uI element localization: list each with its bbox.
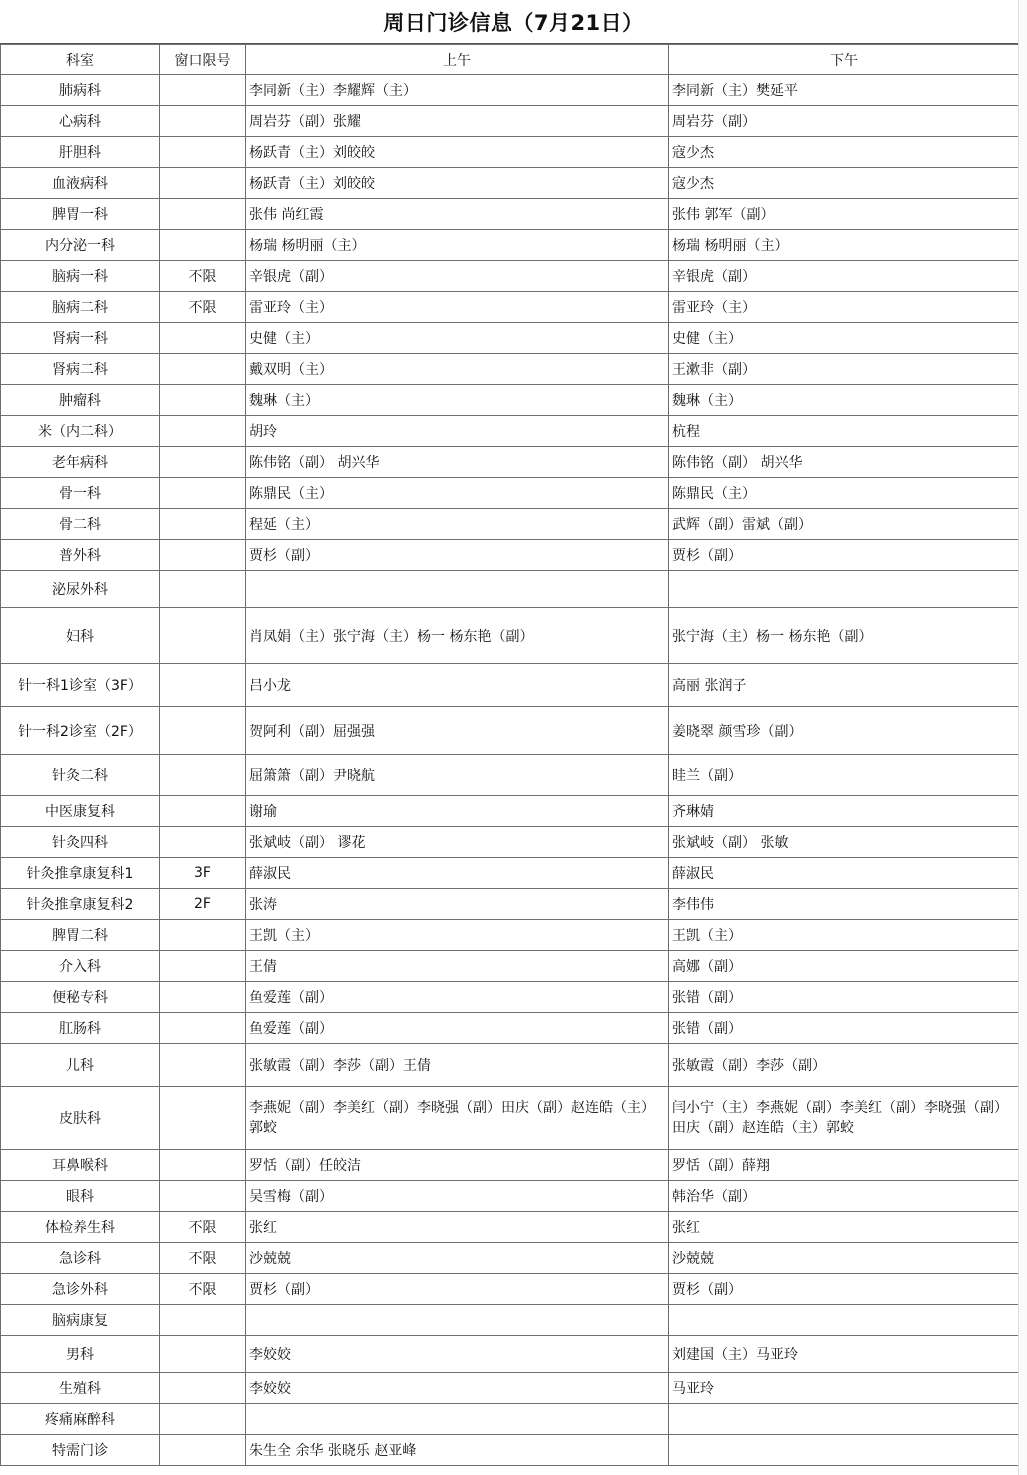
cell-am: 王凯（主） bbox=[246, 920, 669, 951]
cell-am: 王倩 bbox=[246, 951, 669, 982]
cell-pm: 陈伟铭（副） 胡兴华 bbox=[669, 447, 1020, 478]
table-row bbox=[1, 608, 1020, 664]
header-row bbox=[1, 45, 1020, 75]
cell-dept: 血液病科 bbox=[1, 168, 160, 199]
cell-am: 张斌岐（副） 谬花 bbox=[246, 827, 669, 858]
table-row bbox=[1, 1373, 1020, 1404]
table-row bbox=[1, 168, 1020, 199]
cell-pm: 辛银虎（副） bbox=[669, 261, 1020, 292]
cell-am: 胡玲 bbox=[246, 416, 669, 447]
cell-am: 薛淑民 bbox=[246, 858, 669, 889]
cell-pm: 杭程 bbox=[669, 416, 1020, 447]
cell-pm: 张错（副） bbox=[669, 982, 1020, 1013]
header-pm: 下午 bbox=[669, 45, 1020, 75]
cell-pm: 薛淑民 bbox=[669, 858, 1020, 889]
cell-dept: 耳鼻喉科 bbox=[1, 1150, 160, 1181]
cell-am bbox=[246, 1305, 669, 1336]
table-row bbox=[1, 1181, 1020, 1212]
schedule-table bbox=[0, 44, 1020, 1466]
cell-pm: 周岩芬（副） bbox=[669, 106, 1020, 137]
cell-am: 张涛 bbox=[246, 889, 669, 920]
cell-window bbox=[160, 796, 246, 827]
cell-window bbox=[160, 385, 246, 416]
cell-window bbox=[160, 75, 246, 106]
table-row bbox=[1, 1087, 1020, 1150]
cell-dept: 皮肤科 bbox=[1, 1087, 160, 1150]
table-row bbox=[1, 1243, 1020, 1274]
cell-pm bbox=[669, 1305, 1020, 1336]
cell-dept: 心病科 bbox=[1, 106, 160, 137]
cell-am: 沙兢兢 bbox=[246, 1243, 669, 1274]
cell-pm: 闫小宁（主）李燕妮（副）李美红（副）李晓强（副）田庆（副）赵连皓（主）郭蛟 bbox=[669, 1087, 1020, 1150]
cell-am: 李姣姣 bbox=[246, 1336, 669, 1373]
cell-am: 张敏霞（副）李莎（副）王倩 bbox=[246, 1044, 669, 1087]
cell-am bbox=[246, 1404, 669, 1435]
cell-window bbox=[160, 707, 246, 755]
table-row bbox=[1, 261, 1020, 292]
cell-am: 李同新（主）李耀辉（主） bbox=[246, 75, 669, 106]
cell-pm: 姜晓翠 颜雪珍（副） bbox=[669, 707, 1020, 755]
cell-pm: 魏琳（主） bbox=[669, 385, 1020, 416]
cell-window bbox=[160, 1044, 246, 1087]
cell-window bbox=[160, 323, 246, 354]
table-row bbox=[1, 75, 1020, 106]
cell-am: 陈伟铭（副） 胡兴华 bbox=[246, 447, 669, 478]
cell-pm: 罗恬（副）薛翔 bbox=[669, 1150, 1020, 1181]
cell-am: 程延（主） bbox=[246, 509, 669, 540]
cell-pm: 张宁海（主）杨一 杨东艳（副） bbox=[669, 608, 1020, 664]
cell-dept: 针一科1诊室（3F） bbox=[1, 664, 160, 707]
cell-am: 贾杉（副） bbox=[246, 540, 669, 571]
cell-window bbox=[160, 608, 246, 664]
header-window: 窗口限号 bbox=[160, 45, 246, 75]
cell-window: 不限 bbox=[160, 1274, 246, 1305]
cell-window bbox=[160, 1181, 246, 1212]
cell-am: 李燕妮（副）李美红（副）李晓强（副）田庆（副）赵连皓（主）郭蛟 bbox=[246, 1087, 669, 1150]
cell-window bbox=[160, 827, 246, 858]
cell-pm: 马亚玲 bbox=[669, 1373, 1020, 1404]
cell-window bbox=[160, 509, 246, 540]
cell-dept: 脾胃二科 bbox=[1, 920, 160, 951]
cell-dept: 骨一科 bbox=[1, 478, 160, 509]
cell-window bbox=[160, 1404, 246, 1435]
cell-pm: 韩治华（副） bbox=[669, 1181, 1020, 1212]
cell-dept: 普外科 bbox=[1, 540, 160, 571]
cell-pm: 张伟 郭军（副） bbox=[669, 199, 1020, 230]
page-title: 周日门诊信息（7月21日） bbox=[0, 0, 1027, 44]
sheet-edge bbox=[1018, 0, 1027, 1475]
table-row bbox=[1, 858, 1020, 889]
table-row bbox=[1, 447, 1020, 478]
cell-pm: 高娜（副） bbox=[669, 951, 1020, 982]
cell-am: 肖凤娟（主）张宁海（主）杨一 杨东艳（副） bbox=[246, 608, 669, 664]
table-row bbox=[1, 1212, 1020, 1243]
table-row bbox=[1, 230, 1020, 261]
cell-dept: 米（内二科） bbox=[1, 416, 160, 447]
cell-window bbox=[160, 951, 246, 982]
cell-am: 陈鼎民（主） bbox=[246, 478, 669, 509]
cell-pm: 张红 bbox=[669, 1212, 1020, 1243]
cell-dept: 妇科 bbox=[1, 608, 160, 664]
table-row bbox=[1, 540, 1020, 571]
table-row bbox=[1, 416, 1020, 447]
table-row bbox=[1, 982, 1020, 1013]
cell-window bbox=[160, 1150, 246, 1181]
cell-am: 贺阿利（副）屈强强 bbox=[246, 707, 669, 755]
cell-dept: 针一科2诊室（2F） bbox=[1, 707, 160, 755]
cell-am: 谢瑜 bbox=[246, 796, 669, 827]
cell-dept: 介入科 bbox=[1, 951, 160, 982]
cell-am: 屈箫箫（副）尹晓航 bbox=[246, 755, 669, 796]
table-row bbox=[1, 796, 1020, 827]
cell-am: 贾杉（副） bbox=[246, 1274, 669, 1305]
cell-window bbox=[160, 1373, 246, 1404]
cell-dept: 中医康复科 bbox=[1, 796, 160, 827]
cell-pm: 眭兰（副） bbox=[669, 755, 1020, 796]
cell-pm bbox=[669, 1435, 1020, 1466]
table-row bbox=[1, 889, 1020, 920]
cell-dept: 体检养生科 bbox=[1, 1212, 160, 1243]
cell-dept: 肛肠科 bbox=[1, 1013, 160, 1044]
cell-am: 杨跃青（主）刘皎皎 bbox=[246, 168, 669, 199]
table-row bbox=[1, 1044, 1020, 1087]
cell-window bbox=[160, 664, 246, 707]
cell-dept: 脾胃一科 bbox=[1, 199, 160, 230]
table-row bbox=[1, 951, 1020, 982]
table-row bbox=[1, 385, 1020, 416]
cell-pm: 齐琳婧 bbox=[669, 796, 1020, 827]
table-row bbox=[1, 1305, 1020, 1336]
cell-window bbox=[160, 137, 246, 168]
cell-window bbox=[160, 1336, 246, 1373]
cell-pm: 史健（主） bbox=[669, 323, 1020, 354]
cell-window bbox=[160, 168, 246, 199]
cell-dept: 脑病康复 bbox=[1, 1305, 160, 1336]
table-row bbox=[1, 920, 1020, 951]
cell-pm: 张敏霞（副）李莎（副） bbox=[669, 1044, 1020, 1087]
cell-dept: 老年病科 bbox=[1, 447, 160, 478]
cell-dept: 急诊科 bbox=[1, 1243, 160, 1274]
cell-pm: 寇少杰 bbox=[669, 137, 1020, 168]
cell-dept: 针灸二科 bbox=[1, 755, 160, 796]
cell-am: 吕小龙 bbox=[246, 664, 669, 707]
cell-window bbox=[160, 478, 246, 509]
cell-window: 2F bbox=[160, 889, 246, 920]
cell-pm: 寇少杰 bbox=[669, 168, 1020, 199]
cell-window bbox=[160, 1435, 246, 1466]
cell-dept: 特需门诊 bbox=[1, 1435, 160, 1466]
cell-window bbox=[160, 199, 246, 230]
cell-dept: 肿瘤科 bbox=[1, 385, 160, 416]
cell-pm: 武辉（副）雷斌（副） bbox=[669, 509, 1020, 540]
cell-pm bbox=[669, 571, 1020, 608]
cell-window bbox=[160, 1305, 246, 1336]
table-row bbox=[1, 509, 1020, 540]
cell-pm: 王凯（主） bbox=[669, 920, 1020, 951]
cell-window bbox=[160, 106, 246, 137]
cell-am: 杨瑞 杨明丽（主） bbox=[246, 230, 669, 261]
cell-dept: 生殖科 bbox=[1, 1373, 160, 1404]
cell-pm: 李伟伟 bbox=[669, 889, 1020, 920]
cell-am: 张红 bbox=[246, 1212, 669, 1243]
cell-window bbox=[160, 982, 246, 1013]
cell-dept: 针灸推拿康复科1 bbox=[1, 858, 160, 889]
cell-window bbox=[160, 920, 246, 951]
cell-dept: 针灸四科 bbox=[1, 827, 160, 858]
cell-pm: 高丽 张润子 bbox=[669, 664, 1020, 707]
cell-am: 戴双明（主） bbox=[246, 354, 669, 385]
table-row bbox=[1, 827, 1020, 858]
cell-am: 张伟 尚红霞 bbox=[246, 199, 669, 230]
cell-window bbox=[160, 354, 246, 385]
cell-am: 鱼爱莲（副） bbox=[246, 1013, 669, 1044]
cell-window: 3F bbox=[160, 858, 246, 889]
table-row bbox=[1, 1274, 1020, 1305]
table-row bbox=[1, 755, 1020, 796]
cell-am: 魏琳（主） bbox=[246, 385, 669, 416]
table-row bbox=[1, 106, 1020, 137]
cell-pm bbox=[669, 1404, 1020, 1435]
cell-dept: 急诊外科 bbox=[1, 1274, 160, 1305]
table-row bbox=[1, 1150, 1020, 1181]
cell-pm: 张斌岐（副） 张敏 bbox=[669, 827, 1020, 858]
table-row bbox=[1, 199, 1020, 230]
cell-window bbox=[160, 1087, 246, 1150]
cell-dept: 便秘专科 bbox=[1, 982, 160, 1013]
table-row bbox=[1, 664, 1020, 707]
cell-window: 不限 bbox=[160, 292, 246, 323]
cell-dept: 针灸推拿康复科2 bbox=[1, 889, 160, 920]
cell-am: 辛银虎（副） bbox=[246, 261, 669, 292]
table-row bbox=[1, 137, 1020, 168]
cell-dept: 肾病二科 bbox=[1, 354, 160, 385]
cell-window bbox=[160, 416, 246, 447]
cell-am: 周岩芬（副）张耀 bbox=[246, 106, 669, 137]
cell-dept: 肾病一科 bbox=[1, 323, 160, 354]
table-row bbox=[1, 292, 1020, 323]
cell-dept: 脑病二科 bbox=[1, 292, 160, 323]
cell-window bbox=[160, 1013, 246, 1044]
cell-window bbox=[160, 540, 246, 571]
cell-pm: 李同新（主）樊延平 bbox=[669, 75, 1020, 106]
table-row bbox=[1, 707, 1020, 755]
cell-am: 史健（主） bbox=[246, 323, 669, 354]
cell-dept: 肺病科 bbox=[1, 75, 160, 106]
table-row bbox=[1, 354, 1020, 385]
table-row bbox=[1, 1336, 1020, 1373]
cell-pm: 雷亚玲（主） bbox=[669, 292, 1020, 323]
cell-dept: 内分泌一科 bbox=[1, 230, 160, 261]
table-row bbox=[1, 1435, 1020, 1466]
header-dept: 科室 bbox=[1, 45, 160, 75]
cell-window: 不限 bbox=[160, 261, 246, 292]
table-row bbox=[1, 1404, 1020, 1435]
cell-pm: 张错（副） bbox=[669, 1013, 1020, 1044]
table-row bbox=[1, 571, 1020, 608]
cell-pm: 刘建国（主）马亚玲 bbox=[669, 1336, 1020, 1373]
cell-am: 鱼爱莲（副） bbox=[246, 982, 669, 1013]
cell-window bbox=[160, 230, 246, 261]
cell-dept: 男科 bbox=[1, 1336, 160, 1373]
cell-window bbox=[160, 447, 246, 478]
cell-pm: 沙兢兢 bbox=[669, 1243, 1020, 1274]
header-am: 上午 bbox=[246, 45, 669, 75]
table-row bbox=[1, 323, 1020, 354]
cell-am: 罗恬（副）任皎洁 bbox=[246, 1150, 669, 1181]
cell-dept: 骨二科 bbox=[1, 509, 160, 540]
cell-dept: 儿科 bbox=[1, 1044, 160, 1087]
cell-am: 雷亚玲（主） bbox=[246, 292, 669, 323]
cell-am: 李姣姣 bbox=[246, 1373, 669, 1404]
cell-am: 朱生全 余华 张晓乐 赵亚峰 bbox=[246, 1435, 669, 1466]
cell-am bbox=[246, 571, 669, 608]
cell-window: 不限 bbox=[160, 1212, 246, 1243]
cell-pm: 杨瑞 杨明丽（主） bbox=[669, 230, 1020, 261]
cell-dept: 脑病一科 bbox=[1, 261, 160, 292]
cell-am: 吴雪梅（副） bbox=[246, 1181, 669, 1212]
cell-pm: 贾杉（副） bbox=[669, 1274, 1020, 1305]
cell-pm: 王漱非（副） bbox=[669, 354, 1020, 385]
cell-pm: 贾杉（副） bbox=[669, 540, 1020, 571]
cell-dept: 眼科 bbox=[1, 1181, 160, 1212]
cell-window bbox=[160, 755, 246, 796]
table-row bbox=[1, 1013, 1020, 1044]
cell-window bbox=[160, 571, 246, 608]
cell-dept: 疼痛麻醉科 bbox=[1, 1404, 160, 1435]
cell-dept: 泌尿外科 bbox=[1, 571, 160, 608]
cell-dept: 肝胆科 bbox=[1, 137, 160, 168]
cell-pm: 陈鼎民（主） bbox=[669, 478, 1020, 509]
table-row bbox=[1, 478, 1020, 509]
cell-am: 杨跃青（主）刘皎皎 bbox=[246, 137, 669, 168]
cell-window: 不限 bbox=[160, 1243, 246, 1274]
